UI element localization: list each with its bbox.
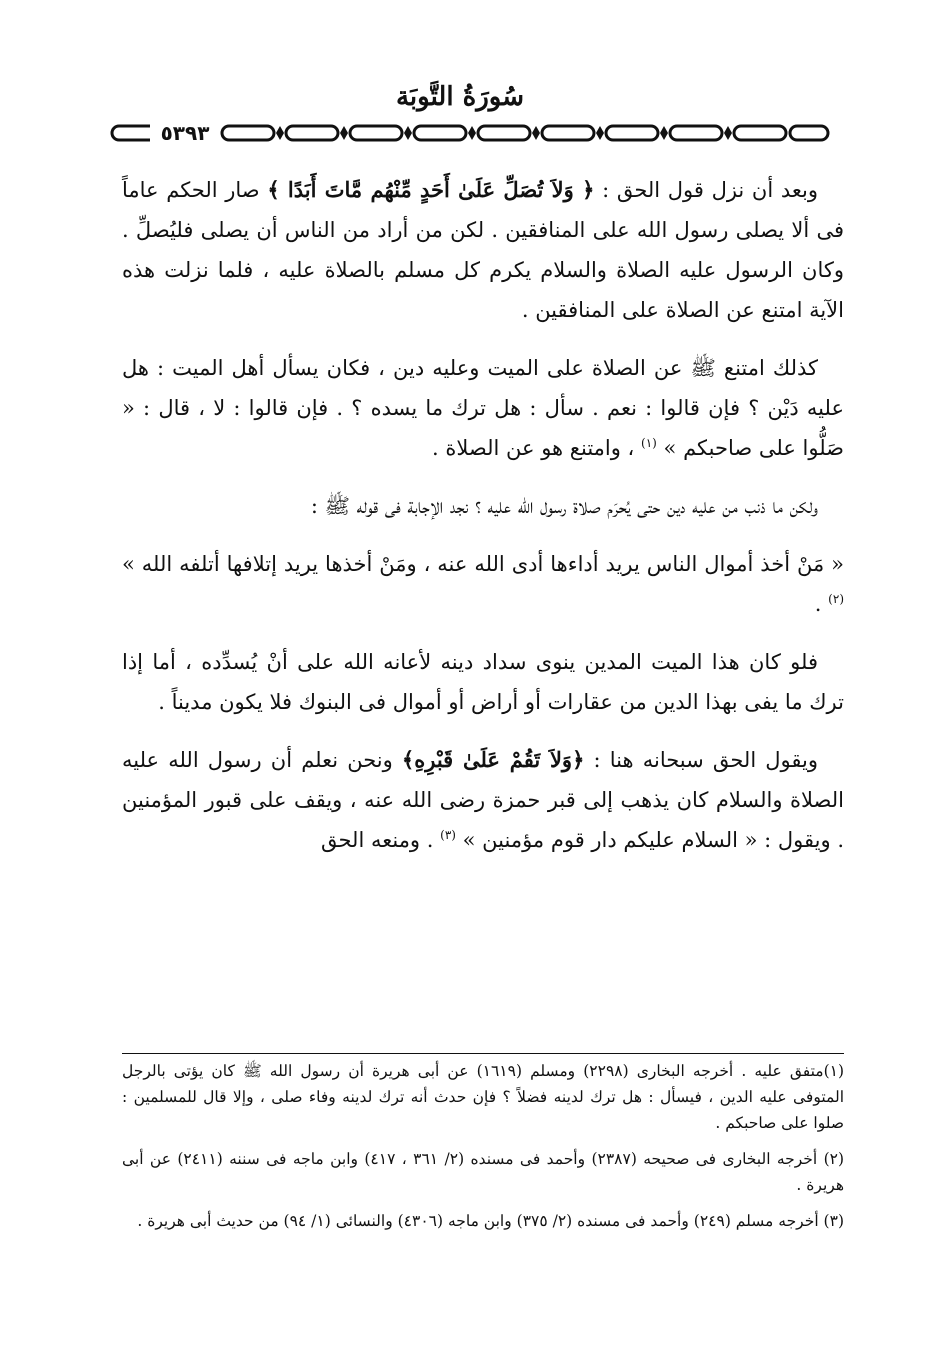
quran-verse: ﴿وَلاَ تَقُمْ عَلَىٰ قَبْرِهِ﴾ xyxy=(401,747,585,772)
footnotes xyxy=(122,1058,844,1244)
hadith-quote: « مَنْ أخذ أموال الناس يريد أداءها أدى الله عنه ، ومَنْ أخذها يريد إتلافها أتلفه الله » xyxy=(122,552,844,576)
footnote-marker: (٣) xyxy=(440,828,456,842)
footnote-marker: (١) xyxy=(641,436,657,450)
paragraph xyxy=(122,170,844,330)
paragraph-text: ونحن نعلم أن رسول الله عليه الصلاة والسلام كان يذهب إلى قبر حمزة رضى الله عنه ، ويقف على قبور المؤمنين . ويقول : « السلام عليكم دار قوم مؤمنين » xyxy=(122,748,844,852)
paragraph-text: فلو كان هذا الميت المدين ينوى سداد دينه لأعانه الله على أنْ يُسدِّده ، أما إذا ترك ما يفى بهذا الدين من عقارات أو أراض أو أموال فى البنوك فلا يكون مديناً . xyxy=(122,650,844,714)
paragraph-text: كذلك امتنع ﷺ عن الصلاة على الميت وعليه دين ، فكان يسأل أهل الميت : هل عليه دَيْن ؟ فإن قالوا : نعم . سأل : هل ترك ما يسده ؟ . فإن قالوا : لا ، قال : « صَلُّوا على صاحبكم » xyxy=(122,356,844,460)
page-number: ٥٣٩٣ xyxy=(150,120,220,146)
paragraph xyxy=(122,544,844,624)
surah-title: سُورَةُ التَّوبَة xyxy=(395,82,525,112)
paragraph-intro: ويقول الحق سبحانه هنا : xyxy=(593,748,819,772)
paragraph-intro: وبعد أن نزل قول الحق : xyxy=(602,178,818,202)
paragraph-tail: . xyxy=(814,592,822,616)
footnote: (٢) أخرجه البخارى فى صحيحه (٢٣٨٧) وأحمد فى مسنده (٢/ ٣٦١ ، ٤١٧) وابن ماجه فى سننه (٢٤١١) عن أبى هريرة . xyxy=(122,1150,845,1194)
paragraph xyxy=(122,348,844,468)
paragraph-tail: ، وامتنع هو عن الصلاة . xyxy=(432,436,635,460)
paragraph-text: ولكن ما ذنب من عليه دين حتى يُحرَم صلاة رسول الله عليه ؟ نجد الإجابة فى قوله ﷺ : xyxy=(310,494,818,518)
footnote-marker: (٢) xyxy=(828,592,844,606)
footnote: (١)متفق عليه . أخرجه البخارى (٢٢٩٨) ومسلم (١٦١٩) عن أبى هريرة أن رسول الله ﷺ كان يؤتى بالرجل المتوفى عليه الدين ، فيسأل : هل ترك لدينه فضلاً ؟ فإن حدث أنه ترك لدينه وفاء صلى ، وإلا قال للمسلمين : صلوا على صاحبكم . xyxy=(122,1062,845,1132)
paragraph xyxy=(122,486,844,526)
footnote: (٣) أخرجه مسلم (٢٤٩) وأحمد فى مسنده (٢/ ٣٧٥) وابن ماجه (٤٣٠٦) والنسائى (١/ ٩٤) من حديث أبى هريرة . xyxy=(137,1212,844,1230)
paragraph-tail: . ومنعه الحق xyxy=(320,828,434,852)
paragraph xyxy=(122,740,844,860)
paragraph-text: صار الحكم عاماً فى ألا يصلى رسول الله على المنافقين . لكن من أراد من الناس أن يصلى فليُصلِّ . وكان الرسول عليه الصلاة والسلام يكرم كل مسلم بالصلاة عليه ، فلما نزلت هذه الآية امتنع عن الصلاة على المنافقين . xyxy=(122,178,844,322)
quran-verse: ﴿ وَلاَ تُصَلِّ عَلَىٰ أَحَدٍ مِّنْهُم مَّاتَ أَبَدًا ﴾ xyxy=(267,177,595,202)
footnote-divider xyxy=(122,1053,844,1054)
main-text xyxy=(122,170,844,860)
paragraph xyxy=(122,642,844,722)
